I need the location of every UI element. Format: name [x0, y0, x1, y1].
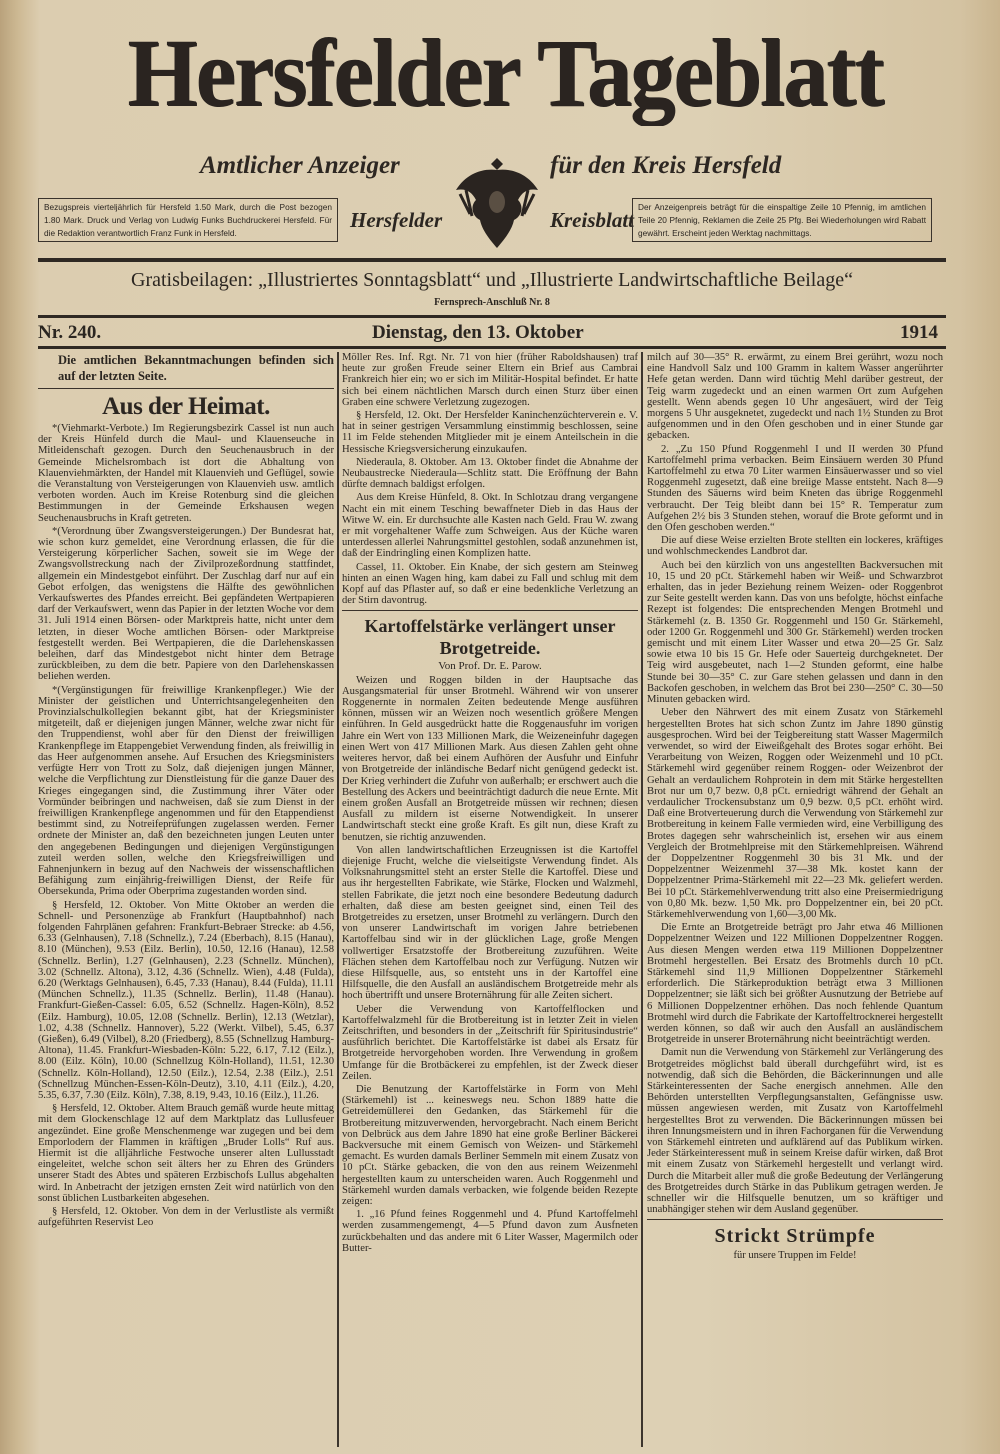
article-paragraph: Die Benutzung der Kartoffelstärke in Form von Mehl (Stärkemehl) ist ... keineswegs neu. Schon 1889 hatte die Getreidemüllerei den Gedanken, das Stärkemehl für die Brotbereitung mitzuverwenden, hervorgebracht. Nach einem Bericht von Delbrück aus dem Jahre 1890 hat eine große Berliner Bäckerei Backversuche mit einem Gemisch von Weizen- und Stärkemehl gemacht. Es wurden damals Berliner Semmeln mit einem Zusatz von 10 pCt. Stärke gebacken, die von den aus reinem Weizenmehl hergestellten kaum zu unterscheiden waren. Auch Roggenmehl und Stärkemehl wurden damals verbacken, wie folgende beiden Rezepte zeigen:: [342, 1083, 638, 1208]
article-paragraph: Auch bei den kürzlich von uns angestellten Backversuchen mit 10, 15 und 20 pCt. Stärkemehl haben wir Weiß- und Schwarzbrot erhalten, das in jeder Beziehung reinem Weizen- oder Roggenbrot zur Seite gestellt werden kann. Das von uns befolgte, höchst einfache Rezept ist folgendes: Die entsprechenden Mengen Brotmehl und Stärkemehl (z. B. 1350 Gr. Roggenmehl und 150 Gr. Stärkemehl, oder 1200 Gr. Roggenmehl und 300 Gr. Stärkemehl) werden trocken gemischt und mit einem Liter Wasser und etwa 20—25 Gr. Salz sowie etwa 10 bis 15 Gr. Hefe oder Sauerteig durchgeknetet. Der Teig wird ausgebeutet, nach 1—2 Stunden geformt, eine halbe Stunde bei 30—35° C. zur Gare stehen gelassen und dann in den Backofen geschoben, in welchem das Brot bei 230—250° C. 30—50 Minuten gebacken wird.: [647, 559, 943, 706]
article-paragraph: Aus dem Kreise Hünfeld, 8. Okt. In Schlotzau drang vergangene Nacht ein mit einem Tesching bewaffneter Dieb in das Haus der Witwe W. ein. Er durchsuchte alle Kasten nach Geld. Frau W. zwang er mit vorgehaltener Waffe zum Schweigen. Aus der Küche waren unterdessen allerlei Nahrungsmittel gestohlen, sodaß anzunehmen ist, daß der Eindringling einen Komplizen hatte.: [342, 492, 638, 560]
section-heading: Aus der Heimat.: [102, 393, 270, 420]
divider: [38, 258, 946, 262]
supplements-line: Gratisbeilagen: „Illustriertes Sonntagsblatt“ und „Illustrierte Landwirtschaftliche Beilage“: [131, 269, 853, 291]
article-paragraph: 2. „Zu 150 Pfund Roggenmehl I und II werden 30 Pfund Kartoffelmehl prima verbacken. Beim Einsäuern werden 30 Pfund Kartoffelmehl zu etwa 70 Liter warmen Einsäuerwasser und so viel Roggenmehl zugesetzt, daß eine breiige Masse entsteht. Nach 8—9 Stunden des Säuerns wird beim Kneten das übrige Roggenmehl verbraucht. Der Teig bleibt dann bei 15° R. Temperatur zum Aufgehen 2½ bis 3 Stunden stehen, worauf die Brote geformt und in den Ofen geschoben werden.“: [647, 443, 943, 534]
article-paragraph: milch auf 30—35° R. erwärmt, zu einem Brei gerührt, wozu noch eine Handvoll Salz und 100 Gramm in kaltem Wasser angerührter Hefe getan werden. Dann wird tüchtig Mehl darüber gestreut, der Teig warm zugedeckt und an einen warmen Ort zum Aufgehen gestellt. Wenn abends gegen 10 Uhr angesäuert, wird der Teig morgens 5 Uhr ausgeknetet, zugedeckt und nach 1½ Stunden zu Brot aufgenommen und in den Ofen geschoben und in einer Stunde gar gebacken.: [647, 352, 943, 442]
article-paragraph: § Hersfeld, 12. Okt. Der Hersfelder Kaninchenzüchterverein e. V. hat in seiner gestrigen Versammlung einstimmig beschlossen, seine 11 im Felde stehenden Mitglieder mit je einem Anteilschein in die Hessische Kriegsversicherung einzukaufen.: [342, 410, 638, 455]
article-paragraph: § Hersfeld, 12. Oktober. Von dem in der Verlustliste als vermißt aufgeführten Reservist Leo: [38, 1206, 334, 1229]
subscription-box: Bezugspreis vierteljährlich für Hersfeld 1.50 Mark, durch die Post bezogen 1.80 Mark. Druck und Verlag von Ludwig Funks Buchdruckerei Hersfeld. Für die Redaktion verantwortlich Franz Funk in Hersfeld.: [38, 198, 338, 242]
notice: Die amtlichen Bekanntmachungen befinden sich auf der letzten Seite.: [58, 353, 334, 383]
article-paragraph: *(Verordnung über Zwangsversteigerungen.) Der Bundesrat hat, wie schon kurz gemeldet, eine Verordnung erlassen, die für die Versteigerung körperlicher Sachen, soweit sie im Wege der Zwangsvollstreckung nach der Zivilprozeßordnung stattfindet, allgemein ein Mindestgebot einführt. Der Zuschlag darf nur auf ein Gebot erfolgen, das wenigstens die Hälfte des gewöhnlichen Verkaufswertes des Pfandes erreicht. Bei gepfändeten Wertpapieren darf der Verkaufswert, wenn das Papier in der letzten Woche vor dem 31. Juli 1914 einen Börsen- oder Marktpreis hatte, nicht unter dem letzten, in dieser Woche amtlichen Börsen- oder Marktpreise festgestellt werden. Bei Wertpapieren, die die Darlehenskassen beleihen, darf das Mindestgebot nicht hinter dem Betrage zurückbleiben, zu dem die betr. Papiere von den Darlehenskassen beliehen werden.: [38, 525, 334, 683]
issue-year: 1914: [900, 322, 938, 343]
telephone-line: Fernsprech-Anschluß Nr. 8: [434, 297, 550, 308]
masthead-title: Hersfelder Tageblatt: [127, 19, 883, 126]
emblem-label-left: Hersfelder: [350, 208, 443, 232]
divider: [38, 315, 946, 318]
issue-number: Nr. 240.: [38, 322, 102, 343]
column-1: [38, 352, 334, 1230]
column-divider: [337, 352, 339, 1447]
article-paragraph: *(Viehmarkt-Verbote.) Im Regierungsbezirk Cassel ist nun auch der Kreis Hünfeld durch die Maul- und Klauenseuche in Mitleidenschaft gezogen. Durch den Seuchenausbruch in der Gemeinde Michelsrombach ist dort die Abhaltung von Klauenviehmärkten, der Handel mit Klauenvieh und Geflügel, sowie die Veranstaltung von Versteigerungen von Klauenvieh usw. amtlich verboten worden. Auch im Kreise Rotenburg sind die gleichen Bestimmungen in der Gemeinde Erkshausen wegen Seuchenausbruchs in Kraft getreten.: [38, 423, 334, 524]
article-paragraph: Ueber den Nährwert des mit einem Zusatz von Stärkemehl hergestellten Brotes hat sich schon Zuntz im Jahre 1890 günstig ausgesprochen. Wird bei der Teigbereitung statt Wasser Magermilch verwendet, so wird der Eiweißgehalt des Brotes sogar erhöht. Bei Verarbeitung von Weizen, Roggen oder Weizenmehl und 10 pCt. Stärkemehl wird gegenüber reinem Roggen- oder Weizenbrot der Gehalt an verdaulichem Rohprotein in dem mit Stärke hergestellten Brot nur um 0,7 bezw. 0,8 pCt. erniedrigt während der Gehalt an verdaulicher Trockensubstanz um 0,9 bezw. 0,5 pCt. erhöht wird. Daß eine Brotverteuerung durch die Verwendung von Stärkemehl zur Brotbereitung in keinem Falle vermieden wird, eine Verbilligung des Brotes dagegen sehr wahrscheinlich ist, ersehen wir aus einem Vergleich der Brotmehlpreise mit den Stärkemehlpreisen. Während der Doppelzentner Roggenmehl 30 bis 31 Mk. und der Doppelzentner Weizenmehl 37—38 Mk. kostet kann der Doppelzentner Prima-Stärkemehl mit 22—23 Mk. geliefert werden. Bei 10 pCt. Stärkemehlverwendung tritt also eine Preisermiedrigung von 0,80 Mk. bezw. 1,50 Mk. pro Doppelzentner ein, bei 20 pCt. Stärkemehlverwendung von 1,60—3,00 Mk.: [647, 707, 943, 920]
article-paragraph: *(Vergünstigungen für freiwillige Krankenpfleger.) Wie der Minister der geistlichen und Unterrichtsangelegenheiten den Provinzialschulkollegien bekannt gibt, hat der Kriegsminister mitgeteilt, daß er diejenigen jungen Männer, welche zwar nicht für den Truppendienst, wohl aber für den Dienst der freiwilligen Krankenpflege im Etappengebiet Verwendung finden, als freiwillig in das Heer aufgenommen ansehe. Auf Ersuchen des Kriegsministers verfügte Herr von Trott zu Solz, daß diejenigen jungen Männer, welche die Verpflichtung zur Dienstleistung für die ganze Dauer des Krieges eingegangen sind, die Zustimmung ihrer Väter oder Vormünder beibringen und nachweisen, daß sie zum Dienst in der freiwilligen Krankenpflege angenommen und für den Etappendienst bestimmt sind, zu Notreifeprüfungen zugelassen werden. Ferner ordnete der Minister an, daß den bezeichneten jungen Leuten unter den angegebenen Bedingungen und diejenigen Vergünstigungen zuteil werden sollen, welche den Kriegsfreiwilligen und Fahnenjunkern in bezug auf den Nachweis der wissenschaftlichen Befähigung zum einjährig-freiwilligen Dienst, der Reife für Obersekunda, Prima oder Oberprima zugestanden worden sind.: [38, 684, 334, 898]
emblem-label-right: Kreisblatt: [550, 208, 635, 232]
article-paragraph: Ueber die Verwendung von Kartoffelflocken und Kartoffelwalzmehl für die Brotbereitung ist in letzter Zeit in vielen Zeitschriften, und besonders in der „Zeitschrift für Spiritusindustrie“ ausführlich berichtet. Die Kartoffelstärke ist dabei als Ersatz für Brotgetreide hervorgehoben worden. Ihre Verwendung in großem Umfange für die Brotbäckerei zu empfehlen, ist der Zweck dieser Zeilen.: [342, 1003, 638, 1082]
masthead-subtitle-left: Amtlicher Anzeiger: [200, 152, 400, 179]
column-3: [647, 352, 943, 1264]
article-paragraph: Cassel, 11. Oktober. Ein Knabe, der sich gestern am Steinweg hinten an einen Wagen hing, kam dabei zu Fall und schlug mit dem Kopf auf das Pflaster auf, so daß er eine bedenkliche Verletzung an der Stirn davontrug.: [342, 561, 638, 607]
issue-date: Dienstag, den 13. Oktober: [372, 322, 584, 343]
article-paragraph: Von allen landwirtschaftlichen Erzeugnissen ist die Kartoffel diejenige Frucht, welche die vielseitigste Verwendung findet. Als Volksnahrungsmittel steht an erster Stelle die Kartoffel. Diese und aus ihr hergestellten Fabrikate, wie Stärke, Flocken und Walzmehl, stellen Fabrikate, die jetzt noch eine besondere Bedeutung dadurch erhalten, daß diese am besten geeignet sind, einen Teil des Brotgetreides zu ersetzen, unser Brotmehl zu verlängern. Durch den von unserer Landwirtschaft im vorigen Jahre betriebenen Kartoffelbau sind wir in der glücklichen Lage, große Mengen vollwertiger Ersatzstoffe der Brotbereitung zuzuführen. Weite Flächen stehen dem Kartoffelbau noch zur Verfügung. Nutzen wir diese Hilfsquelle, aus, so entsteht uns in der Kartoffel eine Hilfsquelle, die den Ausfall an ausländischem Brotgetreide mehr als hoch übertrifft und unsere Broternährung für alle Zeiten sichert.: [342, 844, 638, 1002]
article-headline: Kartoffelstärke verlängert unser Brotgetreide.: [364, 616, 616, 659]
article-paragraph: Möller Res. Inf. Rgt. Nr. 71 von hier (früher Raboldshausen) traf heute zur großen Freude seiner Eltern ein Brief aus Cambrai Frankreich hier ein; wo er sich im Militär-Hospital befindet. Er hatte sich bei einem nächtlichen Marsch durch einen Sturz über einen Graben eine schwere Verletzung zugezogen.: [342, 352, 638, 408]
article-paragraph: Die auf diese Weise erzielten Brote stellten ein lockeres, kräftiges und wohlschmeckendes Landbrot dar.: [647, 535, 943, 558]
advertisement-title: Strickt Strümpfe: [714, 1225, 876, 1248]
article-paragraph: Die Ernte an Brotgetreide beträgt pro Jahr etwa 46 Millionen Doppelzentner Weizen und 122 Millionen Doppelzentner Roggen. Aus diesen Mengen werden etwa 119 Millionen Doppelzentner Brotmehl hergestellen. Bei Ersatz des Brotmehls durch 10 pCt. Stärkemehl sind 11,9 Millionen Doppelzentner Stärkemehl erforderlich. Die Stärkeproduktion beträgt etwa 3 Millionen Doppelzentner; sie läßt sich bei größter Ausnutzung der Betriebe auf 6 Millionen Doppelzentner erhöhen. Das noch fehlende Quantum Brotmehl wird durch die Fabrikate der Kartoffeltrocknerei hergestellt werden können, so daß wir auch den Ausfall an ausländischem Brotgetreide in unserer Broternährung nicht beeinträchtigt werden.: [647, 922, 943, 1046]
advertising-rates-box: Der Anzeigenpreis beträgt für die einspaltige Zeile 10 Pfennig, im amtlichen Teile 20 Pfennig, Reklamen die Zeile 25 Pfg. Bei Wiederholungen wird Rabatt gewährt. Erscheint jeden Werktag nachmittags.: [632, 198, 932, 242]
imperial-eagle-icon: [452, 150, 542, 250]
article-byline: Von Prof. Dr. E. Parow.: [438, 660, 542, 673]
column-2: [342, 352, 638, 1256]
article-paragraph: § Hersfeld, 12. Oktober. Von Mitte Oktober an werden die Schnell- und Personenzüge ab Frankfurt (Hauptbahnhof) nach folgenden Fahrplänen gefahren: Frankfurt-Bebraer Strecke: ab 4.56, 6.33 (Gelnhausen), 7.18 (Schnellz.), 7.24 (Eberbach), 8.15 (Hanau), 8.10 (München), 9.53 (Eilz. Berlin), 10.50, 12.16 (Hanau), 12.58 (Schnellz. Berlin), 1.27 (Gelnhausen), 2.23 (Schnellz. München), 3.02 (Schnellz. Altona), 3.12, 4.36 (Schnellz. Wien), 4.48 (Fulda), 6.20 (Werktags Gelnhausen), 6.45, 7.33 (Hanau), 8.44 (Fulda), 11.11 (München Schnellz.), 11.35 (Schnellz. Berlin), 11.48 (Hanau). Frankfurt-Gießen-Cassel: 6.05, 6.52 (Schnellz. Hagen-Köln), 8.52 (Eilz. Hamburg), 10.05, 12.08 (Schnellz. Berlin), 12.13 (Wetzlar), 1.02, 4.38 (Schnellz. Hannover), 5.22 (Werkt. Vilbel), 5.45, 6.37 (Gießen), 6.49 (Vilbel), 8.20 (Friedberg), 8.55 (Schnellzug Hamburg-Altona), 11.45. Frankfurt-Wiesbaden-Köln: 5.22, 6.17, 7.12 (Eilz.), 8.00 (Eilz. Köln), 10.00 (Schnellzug Köln-Holland), 11.51, 12.30 (Schnellz. Köln-Holland), 12.50 (Eilz.), 12.54, 2.38 (Eilz.), 2.51 (Schnellzug München-Essen-Köln-Deutz), 3.10, 4.11 (Eilz.), 4.20, 5.35, 6.37, 7.30 (Eilz. Köln), 7.38, 8.19, 9.43, 10.16 (Eilz.), 11.26.: [38, 899, 334, 1101]
divider: [38, 346, 946, 349]
article-paragraph: 1. „16 Pfund feines Roggenmehl und 4. Pfund Kartoffelmehl werden zusammengemengt, 4—5 Pfund davon zum Ausfneten zurückbehalten und das andere mit 6 Liter Wasser, Magermilch oder Butter-: [342, 1209, 638, 1254]
article-paragraph: Niederaula, 8. Oktober. Am 13. Oktober findet die Abnahme der Neubaustrecke Niederaula—Schlitz statt. Die Eröffnung der Bahn dürfte demnach baldigst erfolgen.: [342, 456, 638, 491]
article-paragraph: Damit nun die Verwendung von Stärkemehl zur Verlängerung des Brotgetreides möglichst bald überall durchgeführt wird, ist es notwendig, daß sich die Behörden, die Bäckerinnungen und alle Stärkeinteressenten der Sache energisch annehmen. Alle den Behörden unterstellten Verpflegungsanstalten, Gefängnisse usw. müssen angewiesen werden, mit Zusatz von Kartoffelmehl hergestelltes Brot zu verwenden. Die Bäckerinnungen müssen bei ihren Innungsmeistern und in ihren Fachorganen für die Verwendung von Stärkemehl eintreten und aufklärend auf das Publikum wirken. Jeder Stärkeinteressent muß in seinem Kreise dafür wirken, daß Brot mit einem Zusatz von Stärkemehl hergestellt und verlangt wird. Durch die Mitarbeit aller muß die große Bedeutung der Verlängerung des Brotgetreides durch Stärke in das Publikum getragen werden. Je schneller wir die Hilfsquelle benutzen, um so kräftiger und unabhängiger stehen wir dem Ausland gegenüber.: [647, 1047, 943, 1216]
article-paragraph: Weizen und Roggen bilden in der Hauptsache das Ausgangsmaterial für unser Brotmehl. Während wir von unserer Roggenernte in normalen Zeiten bedeutende Menge ausführen können, müssen wir an Weizen noch wesentlich größere Mengen einführen. In Geld ausgedrückt hatte die Roggenausfuhr im vorigen Jahre ein Wert von 133 Millionen Mark, die Weizeneinfuhr dagegen einen Wert von 417 Millionen Mark. Aus diesen Zahlen geht ohne weiteres hervor, daß bei einem Aufhören der Ausfuhr und Einfuhr von Brotgetreide der inländische Bedarf nicht genügend gedeckt ist. Der Krieg verhindert die Zufuhr von außerhalb; er erschwert auch die Bestellung des Ackers und beeinträchtigt dadurch die neue Ernte. Mit einem großen Ausfall an Brotgetreide müssen wir rechnen; diesen Ausfall zu mildern ist eiserne Notwendigkeit. In unserer Landwirtschaft steckt eine große Kraft. Es gilt nun, diese Kraft zu benutzen, sie richtig anzuwenden.: [342, 674, 638, 843]
advertisement-subtitle: für unsere Truppen im Felde!: [733, 1250, 857, 1262]
masthead-subtitle-right: für den Kreis Hersfeld: [550, 152, 782, 179]
column-divider: [641, 352, 643, 1447]
article-paragraph: § Hersfeld, 12. Oktober. Altem Brauch gemäß wurde heute mittag mit dem Glockenschlage 12 auf dem Marktplatz das Lullusfeuer angezündet. Eine große Menschenmenge war zugegen und bei dem Emporlodern der Flammen in kräftigen „Bruder Lolls“ Ruf aus. Hiermit ist die alljährliche Festwoche unserer alten Lullusstadt eingeleitet, welche schon seit älters her zu Ehren des Gründers unserer Stadt des Abtes und späteren Erzbischofs Lullus abgehalten wird. In Anbetracht der jetzigen ernsten Zeit wird natürlich von den sonst üblichen Lustbarkeiten abgesehen.: [38, 1103, 334, 1204]
